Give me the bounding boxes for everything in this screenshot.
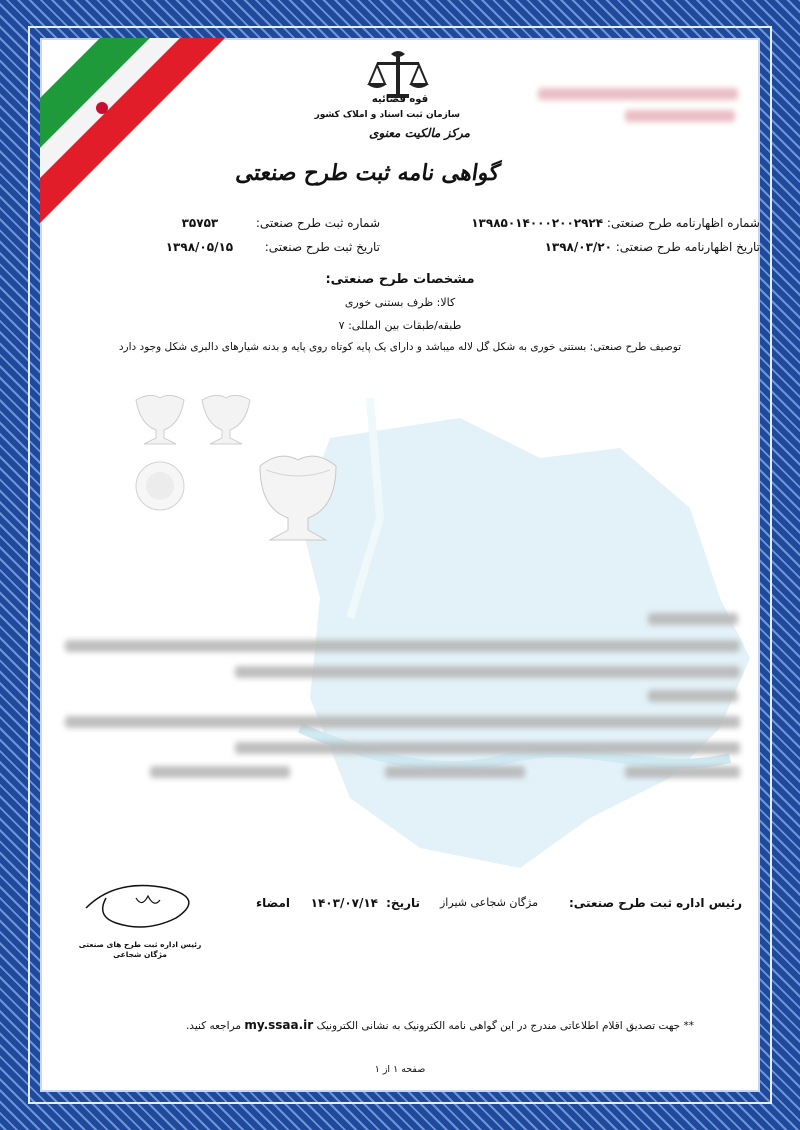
specs-heading: مشخصات طرح صنعتی: [325,272,475,287]
redacted-text [65,716,740,728]
sign-date: ۱۴۰۳/۰۷/۱۴ [310,896,378,910]
cup-side-view-1-icon [136,395,184,444]
registration-date-label: تاریخ ثبت طرح صنعتی: [264,240,380,254]
redacted-text [385,766,525,778]
organization-name: سازمان ثبت اسناد و املاک کشور [314,110,460,120]
note-prefix: ** جهت تصدیق اقلام اطلاعاتی مندرج در این گواهی نامه الکترونیک به نشانی الکترونیک [316,1020,695,1032]
cup-top-view-icon [136,462,184,510]
redacted-text [150,766,290,778]
verification-note [140,1018,740,1032]
stamp-name: مژگان شجاعی [113,950,167,959]
goods-text: کالا: ظرف بستنی خوری [344,296,456,309]
note-suffix: مراجعه کنید. [185,1020,242,1032]
registration-number-row [182,216,380,230]
signature-label: امضاء [255,896,290,910]
product-images [130,388,360,548]
head-of-office-label: رئیس اداره ثبت طرح صنعتی: [569,896,742,910]
emblem-icon [96,102,108,114]
judiciary-label: قوه قضائیه [371,94,429,105]
registration-number-label: شماره ثبت طرح صنعتی: [255,216,380,230]
declaration-number-label: شماره اظهارنامه طرح صنعتی: [606,216,760,230]
stamp-title: رئیس اداره ثبت طرح های صنعتی [78,940,202,949]
redacted-text [648,613,738,625]
declaration-date-label: تاریخ اظهارنامه طرح صنعتی: [615,240,760,254]
registration-number: ۳۵۷۵۳ [181,216,219,230]
head-of-office-name: مژگان شجاعی شیراز [440,896,538,909]
map-watermark [290,398,760,918]
iran-flag-ribbon [40,38,240,238]
date-label: تاریخ: [386,896,420,910]
certificate-page [40,38,760,1092]
page-number: صفحه ۱ از ۱ [374,1064,426,1075]
registration-date-row [166,240,380,254]
page-title: گواهی نامه ثبت طرح صنعتی [234,160,502,186]
center-name: مرکز مالکیت معنوی [369,126,470,140]
redacted-text [625,110,735,122]
declaration-date: ۱۳۹۸/۰۳/۲۰ [544,240,612,254]
cup-side-view-2-icon [202,395,250,444]
redacted-text [625,766,740,778]
registration-date: ۱۳۹۸/۰۵/۱۵ [165,240,234,254]
redacted-text [538,88,738,100]
redacted-text [648,690,738,702]
declaration-date-row [545,240,760,254]
description-text: توصیف طرح صنعتی: بستنی خوری به شکل گل لاله میباشد و دارای یک پایه کوتاه روی پایه و بدنه شیارهای دالبری شکل وجود دارد [118,341,682,353]
redacted-text [235,742,740,754]
redacted-text [65,640,740,652]
verification-link[interactable]: my.ssaa.ir [244,1018,314,1032]
cup-main-view-icon [260,456,336,540]
redacted-text [235,666,740,678]
declaration-number: ۱۳۹۸۵۰۱۴۰۰۰۲۰۰۲۹۲۴ [471,216,604,230]
class-text: طبقه/طبقات بین المللی: ۷ [338,319,462,332]
declaration-number-row [471,216,760,230]
